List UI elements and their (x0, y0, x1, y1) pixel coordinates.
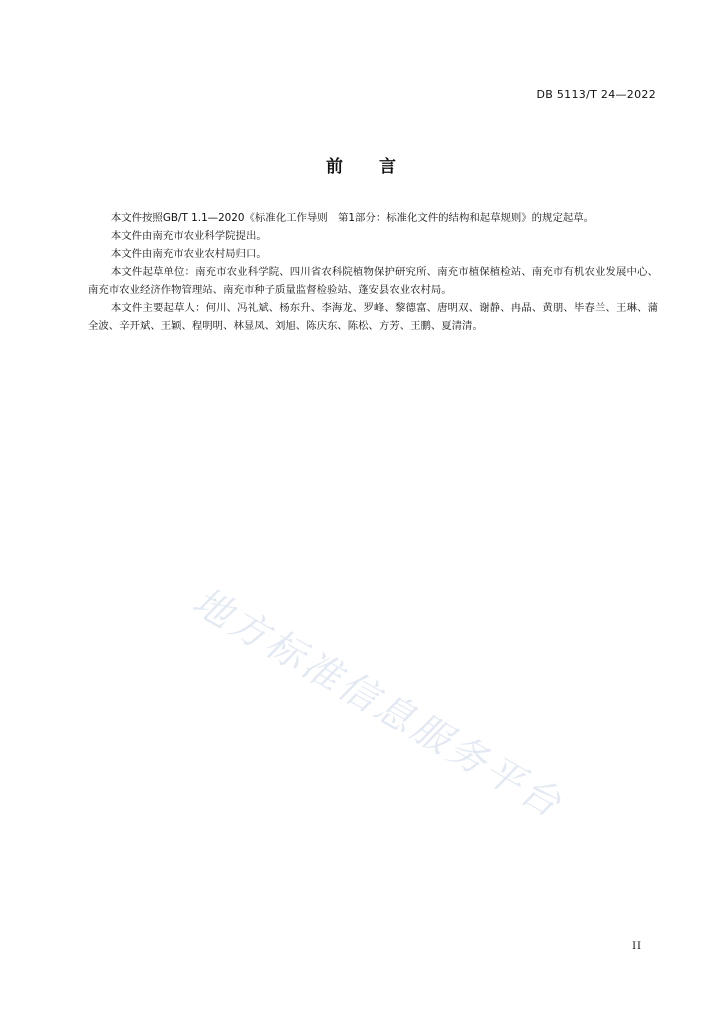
document-code: DB 5113/T 24—2022 (536, 88, 656, 101)
page-title (0, 152, 724, 177)
paragraph-proposer: 本文件由南充市农业科学院提出。 (110, 230, 267, 242)
title-char-2: 言 (379, 157, 398, 177)
paragraph-drafting-basis: 本文件按照GB/T 1.1—2020《标准化工作导则 第1部分：标准化文件的结构和起草规则》的规定起草。 (110, 212, 595, 224)
paragraph-drafters: 本文件主要起草人：何川、冯礼斌、杨东升、李海龙、罗峰、黎德富、唐明双、谢静、冉晶、黄朋、毕春兰、王琳、蒲全波、辛开斌、王颖、程明明、林显凤、刘旭、陈庆东、陈松、方芳、王鹏、夏清清。 (88, 302, 658, 332)
paragraph-drafting-units: 本文件起草单位：南充市农业科学院、四川省农科院植物保护研究所、南充市植保植检站、南充市有机农业发展中心、南充市农业经济作物管理站、南充市种子质量监督检验站、蓬安县农业农村局。 (88, 266, 658, 296)
title-char-1: 前 (326, 157, 345, 177)
paragraph-administrator: 本文件由南充市农业农村局归口。 (110, 248, 267, 260)
page-number: II (632, 941, 642, 952)
foreword-body (88, 209, 658, 335)
watermark: 地方标准信息服务平台 (185, 578, 572, 828)
